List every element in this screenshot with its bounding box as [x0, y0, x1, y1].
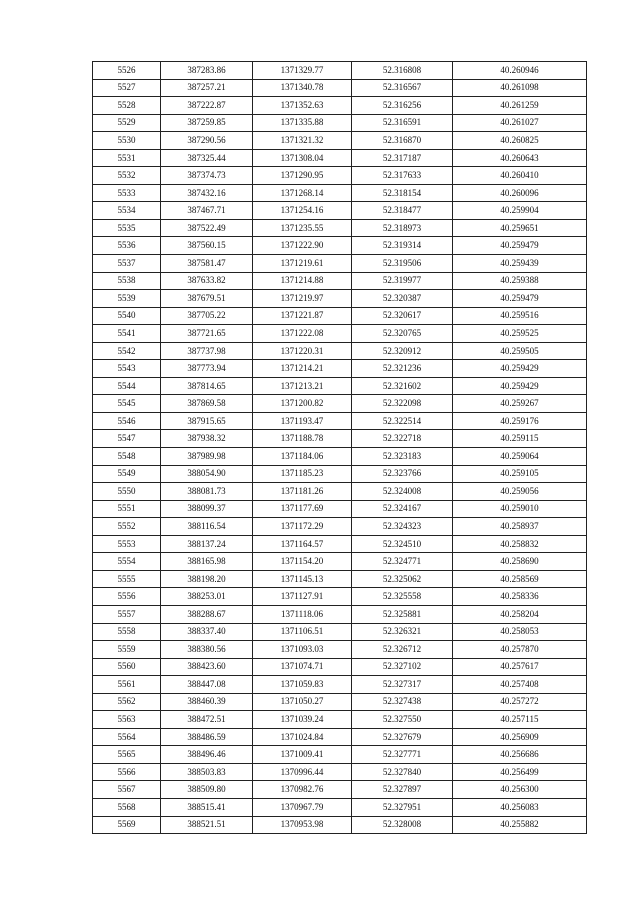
easting-cell: 387290.56	[161, 132, 253, 150]
latitude-cell: 40.259429	[453, 377, 587, 395]
easting-cell: 387560.15	[161, 237, 253, 255]
easting-cell: 387721.65	[161, 325, 253, 343]
table-row	[93, 693, 587, 711]
point-number-cell: 5527	[93, 79, 161, 97]
point-number-cell: 5568	[93, 798, 161, 816]
northing-cell: 1370967.79	[253, 798, 352, 816]
longitude-cell: 52.316567	[352, 79, 453, 97]
table-row	[93, 62, 587, 80]
latitude-cell: 40.259516	[453, 307, 587, 325]
point-number-cell: 5529	[93, 114, 161, 132]
point-number-cell: 5564	[93, 728, 161, 746]
longitude-cell: 52.327550	[352, 711, 453, 729]
northing-cell: 1371290.95	[253, 167, 352, 185]
longitude-cell: 52.318154	[352, 184, 453, 202]
northing-cell: 1371214.21	[253, 360, 352, 378]
easting-cell: 387633.82	[161, 272, 253, 290]
latitude-cell: 40.259010	[453, 500, 587, 518]
latitude-cell: 40.255882	[453, 816, 587, 834]
table-row	[93, 325, 587, 343]
northing-cell: 1371213.21	[253, 377, 352, 395]
table-row	[93, 746, 587, 764]
longitude-cell: 52.324008	[352, 483, 453, 501]
northing-cell: 1371219.97	[253, 290, 352, 308]
easting-cell: 388503.83	[161, 763, 253, 781]
easting-cell: 387467.71	[161, 202, 253, 220]
easting-cell: 387679.51	[161, 290, 253, 308]
latitude-cell: 40.258937	[453, 518, 587, 536]
latitude-cell: 40.260643	[453, 149, 587, 167]
easting-cell: 387283.86	[161, 62, 253, 80]
latitude-cell: 40.258204	[453, 605, 587, 623]
northing-cell: 1371074.71	[253, 658, 352, 676]
table-row	[93, 711, 587, 729]
northing-cell: 1370953.98	[253, 816, 352, 834]
northing-cell: 1371193.47	[253, 412, 352, 430]
northing-cell: 1371214.88	[253, 272, 352, 290]
point-number-cell: 5561	[93, 676, 161, 694]
point-number-cell: 5566	[93, 763, 161, 781]
easting-cell: 388116.54	[161, 518, 253, 536]
point-number-cell: 5528	[93, 97, 161, 115]
latitude-cell: 40.260410	[453, 167, 587, 185]
northing-cell: 1371177.69	[253, 500, 352, 518]
point-number-cell: 5542	[93, 342, 161, 360]
northing-cell: 1371335.88	[253, 114, 352, 132]
point-number-cell: 5539	[93, 290, 161, 308]
table-row	[93, 781, 587, 799]
latitude-cell: 40.256686	[453, 746, 587, 764]
table-row	[93, 623, 587, 641]
point-number-cell: 5553	[93, 535, 161, 553]
easting-cell: 387773.94	[161, 360, 253, 378]
point-number-cell: 5560	[93, 658, 161, 676]
point-number-cell: 5550	[93, 483, 161, 501]
northing-cell: 1371127.91	[253, 588, 352, 606]
point-number-cell: 5545	[93, 395, 161, 413]
longitude-cell: 52.319314	[352, 237, 453, 255]
easting-cell: 388472.51	[161, 711, 253, 729]
easting-cell: 388423.60	[161, 658, 253, 676]
easting-cell: 388509.80	[161, 781, 253, 799]
longitude-cell: 52.316591	[352, 114, 453, 132]
point-number-cell: 5543	[93, 360, 161, 378]
table-row	[93, 272, 587, 290]
latitude-cell: 40.258336	[453, 588, 587, 606]
northing-cell: 1371009.41	[253, 746, 352, 764]
point-number-cell: 5536	[93, 237, 161, 255]
longitude-cell: 52.327771	[352, 746, 453, 764]
point-number-cell: 5567	[93, 781, 161, 799]
point-number-cell: 5558	[93, 623, 161, 641]
northing-cell: 1371340.78	[253, 79, 352, 97]
easting-cell: 388137.24	[161, 535, 253, 553]
northing-cell: 1371220.31	[253, 342, 352, 360]
northing-cell: 1371181.26	[253, 483, 352, 501]
table-row	[93, 798, 587, 816]
table-row	[93, 219, 587, 237]
easting-cell: 387581.47	[161, 255, 253, 273]
table-row	[93, 290, 587, 308]
longitude-cell: 52.320765	[352, 325, 453, 343]
easting-cell: 387938.32	[161, 430, 253, 448]
northing-cell: 1371352.63	[253, 97, 352, 115]
table-row	[93, 395, 587, 413]
latitude-cell: 40.261027	[453, 114, 587, 132]
northing-cell: 1371154.20	[253, 553, 352, 571]
easting-cell: 388198.20	[161, 570, 253, 588]
easting-cell: 388486.59	[161, 728, 253, 746]
easting-cell: 387522.49	[161, 219, 253, 237]
latitude-cell: 40.259904	[453, 202, 587, 220]
latitude-cell: 40.259505	[453, 342, 587, 360]
table-row	[93, 763, 587, 781]
easting-cell: 387257.21	[161, 79, 253, 97]
latitude-cell: 40.258569	[453, 570, 587, 588]
point-number-cell: 5538	[93, 272, 161, 290]
easting-cell: 388447.08	[161, 676, 253, 694]
latitude-cell: 40.259525	[453, 325, 587, 343]
longitude-cell: 52.327679	[352, 728, 453, 746]
latitude-cell: 40.256499	[453, 763, 587, 781]
latitude-cell: 40.257870	[453, 641, 587, 659]
longitude-cell: 52.327951	[352, 798, 453, 816]
longitude-cell: 52.321236	[352, 360, 453, 378]
table-row	[93, 149, 587, 167]
table-row	[93, 658, 587, 676]
easting-cell: 387915.65	[161, 412, 253, 430]
latitude-cell: 40.256083	[453, 798, 587, 816]
latitude-cell: 40.260946	[453, 62, 587, 80]
point-number-cell: 5537	[93, 255, 161, 273]
point-number-cell: 5534	[93, 202, 161, 220]
easting-cell: 387869.58	[161, 395, 253, 413]
table-row	[93, 360, 587, 378]
latitude-cell: 40.257272	[453, 693, 587, 711]
table-row	[93, 132, 587, 150]
longitude-cell: 52.320617	[352, 307, 453, 325]
northing-cell: 1371039.24	[253, 711, 352, 729]
northing-cell: 1371321.32	[253, 132, 352, 150]
easting-cell: 387737.98	[161, 342, 253, 360]
table-row	[93, 184, 587, 202]
table-row	[93, 535, 587, 553]
northing-cell: 1371308.04	[253, 149, 352, 167]
latitude-cell: 40.258053	[453, 623, 587, 641]
longitude-cell: 52.324510	[352, 535, 453, 553]
northing-cell: 1371118.06	[253, 605, 352, 623]
easting-cell: 387222.87	[161, 97, 253, 115]
easting-cell: 388515.41	[161, 798, 253, 816]
latitude-cell: 40.259651	[453, 219, 587, 237]
latitude-cell: 40.259115	[453, 430, 587, 448]
longitude-cell: 52.319506	[352, 255, 453, 273]
table-row	[93, 307, 587, 325]
northing-cell: 1371200.82	[253, 395, 352, 413]
point-number-cell: 5555	[93, 570, 161, 588]
point-number-cell: 5533	[93, 184, 161, 202]
table-row	[93, 202, 587, 220]
table-row	[93, 518, 587, 536]
point-number-cell: 5531	[93, 149, 161, 167]
table-row	[93, 605, 587, 623]
table-row	[93, 641, 587, 659]
longitude-cell: 52.326712	[352, 641, 453, 659]
northing-cell: 1371106.51	[253, 623, 352, 641]
longitude-cell: 52.316870	[352, 132, 453, 150]
longitude-cell: 52.319977	[352, 272, 453, 290]
table-row	[93, 816, 587, 834]
longitude-cell: 52.327840	[352, 763, 453, 781]
northing-cell: 1371222.08	[253, 325, 352, 343]
longitude-cell: 52.317633	[352, 167, 453, 185]
easting-cell: 388337.40	[161, 623, 253, 641]
point-number-cell: 5532	[93, 167, 161, 185]
point-number-cell: 5562	[93, 693, 161, 711]
point-number-cell: 5551	[93, 500, 161, 518]
northing-cell: 1371164.57	[253, 535, 352, 553]
point-number-cell: 5544	[93, 377, 161, 395]
longitude-cell: 52.326321	[352, 623, 453, 641]
table-row	[93, 430, 587, 448]
longitude-cell: 52.320387	[352, 290, 453, 308]
latitude-cell: 40.258832	[453, 535, 587, 553]
longitude-cell: 52.325062	[352, 570, 453, 588]
table-row	[93, 377, 587, 395]
point-number-cell: 5554	[93, 553, 161, 571]
latitude-cell: 40.259176	[453, 412, 587, 430]
latitude-cell: 40.259388	[453, 272, 587, 290]
table-row	[93, 167, 587, 185]
table-row	[93, 676, 587, 694]
latitude-cell: 40.259479	[453, 290, 587, 308]
table-row	[93, 465, 587, 483]
latitude-cell: 40.259056	[453, 483, 587, 501]
point-number-cell: 5549	[93, 465, 161, 483]
longitude-cell: 52.327438	[352, 693, 453, 711]
longitude-cell: 52.327897	[352, 781, 453, 799]
point-number-cell: 5559	[93, 641, 161, 659]
latitude-cell: 40.257115	[453, 711, 587, 729]
table-row	[93, 570, 587, 588]
table-row	[93, 79, 587, 97]
northing-cell: 1371024.84	[253, 728, 352, 746]
longitude-cell: 52.324771	[352, 553, 453, 571]
latitude-cell: 40.256909	[453, 728, 587, 746]
northing-cell: 1371185.23	[253, 465, 352, 483]
latitude-cell: 40.259105	[453, 465, 587, 483]
longitude-cell: 52.316808	[352, 62, 453, 80]
point-number-cell: 5556	[93, 588, 161, 606]
table-row	[93, 114, 587, 132]
northing-cell: 1371093.03	[253, 641, 352, 659]
longitude-cell: 52.323183	[352, 448, 453, 466]
point-number-cell: 5546	[93, 412, 161, 430]
northing-cell: 1371235.55	[253, 219, 352, 237]
coordinates-table	[92, 61, 587, 834]
easting-cell: 388081.73	[161, 483, 253, 501]
table-row	[93, 237, 587, 255]
table-row	[93, 412, 587, 430]
point-number-cell: 5526	[93, 62, 161, 80]
table-row	[93, 728, 587, 746]
longitude-cell: 52.324323	[352, 518, 453, 536]
table-row	[93, 483, 587, 501]
longitude-cell: 52.318973	[352, 219, 453, 237]
point-number-cell: 5541	[93, 325, 161, 343]
latitude-cell: 40.259479	[453, 237, 587, 255]
point-number-cell: 5548	[93, 448, 161, 466]
point-number-cell: 5530	[93, 132, 161, 150]
latitude-cell: 40.257408	[453, 676, 587, 694]
latitude-cell: 40.260825	[453, 132, 587, 150]
northing-cell: 1371254.16	[253, 202, 352, 220]
point-number-cell: 5569	[93, 816, 161, 834]
easting-cell: 387989.98	[161, 448, 253, 466]
latitude-cell: 40.261259	[453, 97, 587, 115]
easting-cell: 388460.39	[161, 693, 253, 711]
longitude-cell: 52.322514	[352, 412, 453, 430]
easting-cell: 387432.16	[161, 184, 253, 202]
point-number-cell: 5547	[93, 430, 161, 448]
table-row	[93, 553, 587, 571]
easting-cell: 388521.51	[161, 816, 253, 834]
easting-cell: 388496.46	[161, 746, 253, 764]
longitude-cell: 52.317187	[352, 149, 453, 167]
table-row	[93, 97, 587, 115]
point-number-cell: 5563	[93, 711, 161, 729]
coordinates-table-body	[93, 62, 587, 834]
longitude-cell: 52.325558	[352, 588, 453, 606]
latitude-cell: 40.259064	[453, 448, 587, 466]
latitude-cell: 40.259429	[453, 360, 587, 378]
easting-cell: 388380.56	[161, 641, 253, 659]
longitude-cell: 52.325881	[352, 605, 453, 623]
easting-cell: 387374.73	[161, 167, 253, 185]
northing-cell: 1371222.90	[253, 237, 352, 255]
latitude-cell: 40.257617	[453, 658, 587, 676]
easting-cell: 388253.01	[161, 588, 253, 606]
northing-cell: 1371059.83	[253, 676, 352, 694]
easting-cell: 387814.65	[161, 377, 253, 395]
point-number-cell: 5535	[93, 219, 161, 237]
easting-cell: 388288.67	[161, 605, 253, 623]
longitude-cell: 52.327317	[352, 676, 453, 694]
latitude-cell: 40.259267	[453, 395, 587, 413]
latitude-cell: 40.261098	[453, 79, 587, 97]
easting-cell: 387705.22	[161, 307, 253, 325]
latitude-cell: 40.260096	[453, 184, 587, 202]
table-row	[93, 500, 587, 518]
longitude-cell: 52.323766	[352, 465, 453, 483]
northing-cell: 1370982.76	[253, 781, 352, 799]
northing-cell: 1371219.61	[253, 255, 352, 273]
easting-cell: 388099.37	[161, 500, 253, 518]
longitude-cell: 52.324167	[352, 500, 453, 518]
easting-cell: 387325.44	[161, 149, 253, 167]
northing-cell: 1371329.77	[253, 62, 352, 80]
point-number-cell: 5552	[93, 518, 161, 536]
table-row	[93, 588, 587, 606]
longitude-cell: 52.316256	[352, 97, 453, 115]
latitude-cell: 40.258690	[453, 553, 587, 571]
easting-cell: 387259.85	[161, 114, 253, 132]
northing-cell: 1371184.06	[253, 448, 352, 466]
longitude-cell: 52.322098	[352, 395, 453, 413]
longitude-cell: 52.320912	[352, 342, 453, 360]
northing-cell: 1370996.44	[253, 763, 352, 781]
northing-cell: 1371221.87	[253, 307, 352, 325]
table-row	[93, 448, 587, 466]
point-number-cell: 5557	[93, 605, 161, 623]
longitude-cell: 52.318477	[352, 202, 453, 220]
longitude-cell: 52.321602	[352, 377, 453, 395]
longitude-cell: 52.328008	[352, 816, 453, 834]
table-row	[93, 342, 587, 360]
northing-cell: 1371050.27	[253, 693, 352, 711]
latitude-cell: 40.259439	[453, 255, 587, 273]
northing-cell: 1371188.78	[253, 430, 352, 448]
longitude-cell: 52.327102	[352, 658, 453, 676]
point-number-cell: 5540	[93, 307, 161, 325]
northing-cell: 1371172.29	[253, 518, 352, 536]
longitude-cell: 52.322718	[352, 430, 453, 448]
latitude-cell: 40.256300	[453, 781, 587, 799]
easting-cell: 388165.98	[161, 553, 253, 571]
table-row	[93, 255, 587, 273]
northing-cell: 1371145.13	[253, 570, 352, 588]
easting-cell: 388054.90	[161, 465, 253, 483]
northing-cell: 1371268.14	[253, 184, 352, 202]
point-number-cell: 5565	[93, 746, 161, 764]
